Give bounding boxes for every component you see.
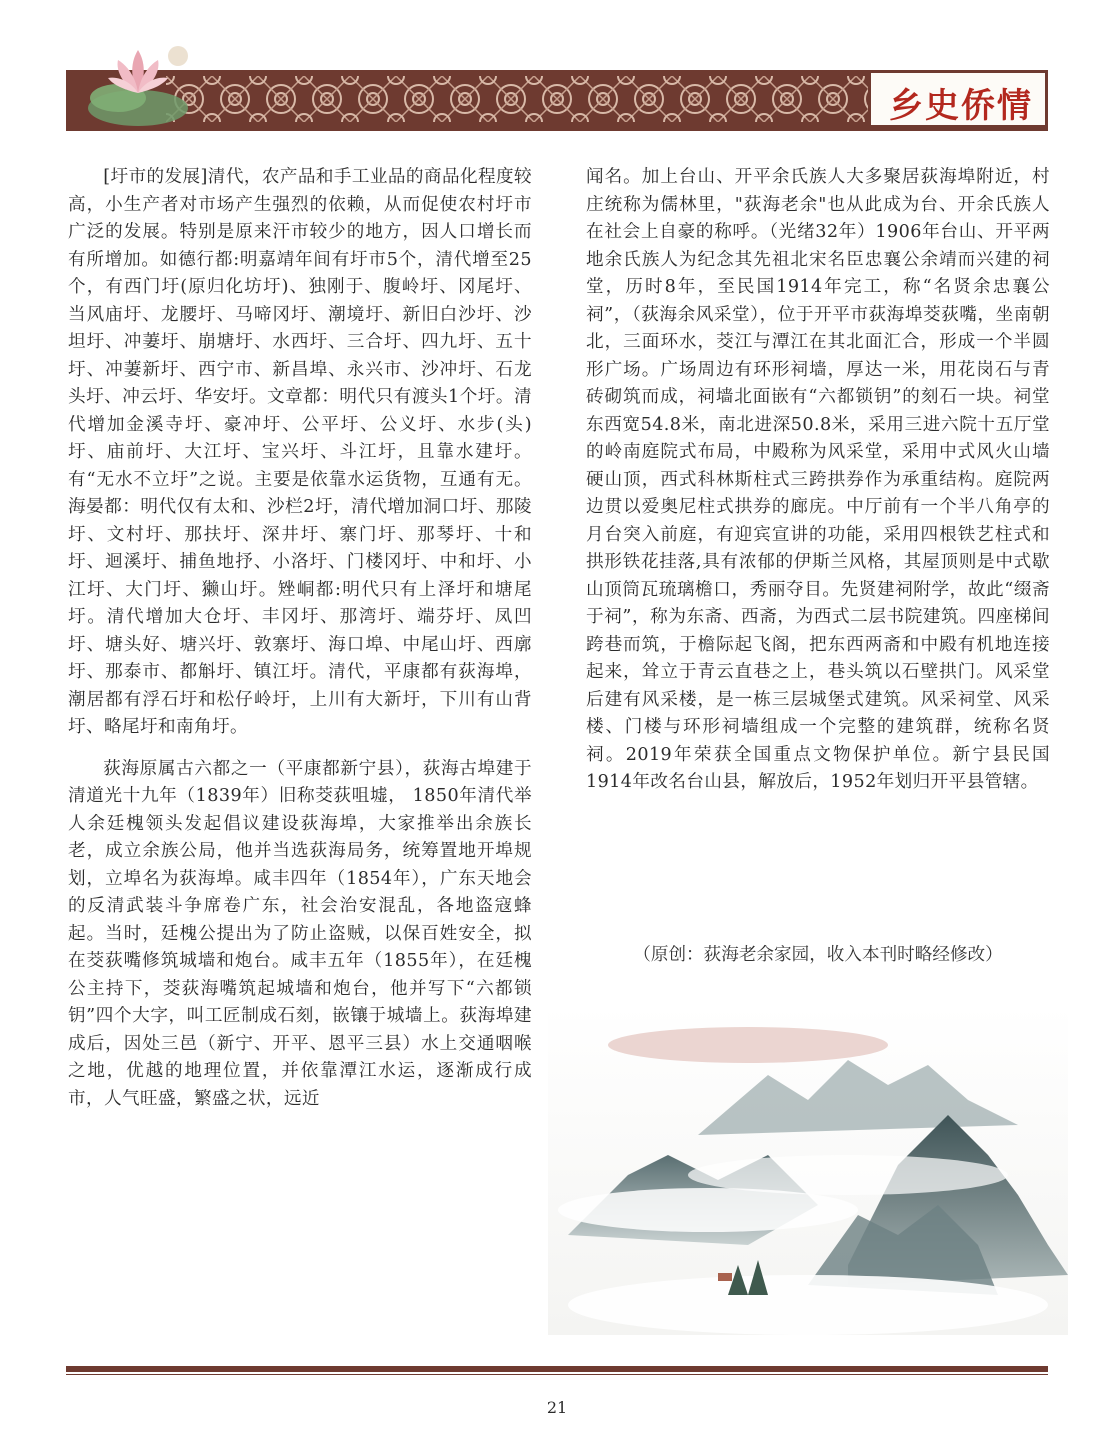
source-note: （原创：荻海老余家园，收入本刊时略经修改） xyxy=(633,945,1003,965)
paragraph-market-development: [圩市的发展]清代，农产品和手工业品的商品化程度较高，小生产者对市场产生强烈的依赖，从而促使农村圩市广泛的发展。特别是原来汗市较少的地方，因人口增长而有所增加。如德行都:明嘉靖年间有圩市5个，清代增至25个，有西门圩(原归化坊圩)、独刚于、腹岭圩、冈尾圩、当风庙圩、龙腰圩、马啼冈圩、潮境圩、新旧白沙圩、沙坦圩、冲萋圩、崩塘圩、水西圩、三合圩、四九圩、五十圩、冲萋新圩、西宁市、新昌埠、永兴市、沙冲圩、石龙头圩、冲云圩、华安圩。文章都：明代只有渡头1个圩。清代增加金溪寺圩、豪冲圩、公平圩、公义圩、水步(头)圩、庙前圩、大江圩、宝兴圩、斗江圩，且靠水建圩。有“无水不立圩”之说。主要是依靠水运货物，互通有无。海晏都：明代仅有太和、沙栏2圩，清代增加洞口圩、那陵圩、文村圩、那扶圩、深井圩、寨门圩、那琴圩、十和圩、迴溪圩、捕鱼地抒、小洛圩、门楼冈圩、中和圩、小江圩、大门圩、獭山圩。矬峒都:明代只有上泽圩和塘尾圩。清代增加大仓圩、丰冈圩、那湾圩、端芬圩、凤凹圩、塘头好、塘兴圩、敦寨圩、海口埠、中尾山圩、西廓圩、那泰市、都斛圩、镇江圩。清代，平康都有荻海埠，潮居都有浮石圩和松仔岭圩，上川有大新圩，下川有山背圩、略尾圩和南角圩。 xyxy=(68,167,532,737)
paragraph-ancestral-hall: 闻名。加上台山、开平余氏族人大多聚居荻海埠附近，村庄统称为儒林里，"荻海老余"也从此成为台、开余氏族人在社会上自豪的称呼。（光绪32年）1906年台山、开平两地余氏族人为纪念其先祖北宋名臣忠襄公余靖而兴建的祠堂，历时8年，至民国1914年完工，称“名贤余忠襄公祠”，（荻海余风采堂），位于开平市荻海埠茭荻嘴，坐南朝北，三面环水，茭江与潭江在其北面汇合，形成一个半圆形广场。广场周边有环形祠墙，厚达一米，用花岗石与青砖砌筑而成，祠墙北面嵌有“六都锁钥”的刻石一块。祠堂东西宽54.8米，南北进深50.8米，采用三进六院十五厅堂的岭南庭院式布局，中殿称为风采堂，采用中式风火山墙硬山顶，西式科林斯柱式三跨拱券作为承重结构。庭院两边贯以爱奥尼柱式拱券的廊庑。中厅前有一个半八角亭的月台突入前庭，有迎宾宣讲的功能，采用四根铁艺柱式和拱形铁花挂落,具有浓郁的伊斯兰风格，其屋顶则是中式歇山顶筒瓦琉璃檐口，秀丽夺目。先贤建祠附学，故此“缀斋于祠”，称为东斋、西斋，为西式二层书院建筑。四座梯间跨巷而筑，于檐际起飞阁，把东西两斋和中殿有机地连接起来，耸立于青云直巷之上，巷头筑以石壁拱门。风采堂后建有风采楼，是一栋三层城堡式建筑。风采祠堂、风采楼、门楼与环形祠墙组成一个完整的建筑群，统称名贤祠。2019年荣获全国重点文物保护单位。新宁县民国1914年改名台山县，解放后，1952年划归开平县管辖。 xyxy=(586,167,1050,792)
section-title: 乡史侨情 xyxy=(889,86,1033,126)
header-rule xyxy=(66,128,1048,131)
lattice-pattern xyxy=(166,76,906,122)
footer-rule xyxy=(66,1366,1048,1372)
lotus-decoration xyxy=(78,38,198,138)
article-right-column xyxy=(586,164,1050,797)
article-left-column xyxy=(68,164,532,1113)
footer-rule-thin xyxy=(66,1374,1048,1375)
section-title-box xyxy=(868,70,1048,128)
paragraph-dihai-history: 荻海原属古六都之一（平康都新宁县），荻海古埠建于清道光十九年（1839年）旧称茭荻咀墟， 1850年清代举人余廷槐领头发起倡议建设荻海埠，大家推举出余族长老，成立余族公局，他并当选荻海局务，统筹置地开埠规划，立埠名为荻海埠。咸丰四年（1854年），广东天地会的反清武装斗争席卷广东，社会治安混乱，各地盗寇蜂起。当时，廷槐公提出为了防止盗贼，以保百姓安全，拟在茭荻嘴修筑城墙和炮台。咸丰五年（1855年），在廷槐公主持下，茭荻海嘴筑起城墙和炮台，他并写下“六都锁钥”四个大字，叫工匠制成石刻，嵌镶于城墙上。荻海埠建成后，因处三邑（新宁、开平、恩平三县）水上交通咽喉之地，优越的地理位置，并依靠潭江水运，逐渐成行成市，人气旺盛，繁盛之状，远近 xyxy=(68,758,532,1109)
landscape-painting xyxy=(548,1005,1068,1335)
header-banner xyxy=(66,70,1048,128)
page-number: 21 xyxy=(546,1398,568,1417)
